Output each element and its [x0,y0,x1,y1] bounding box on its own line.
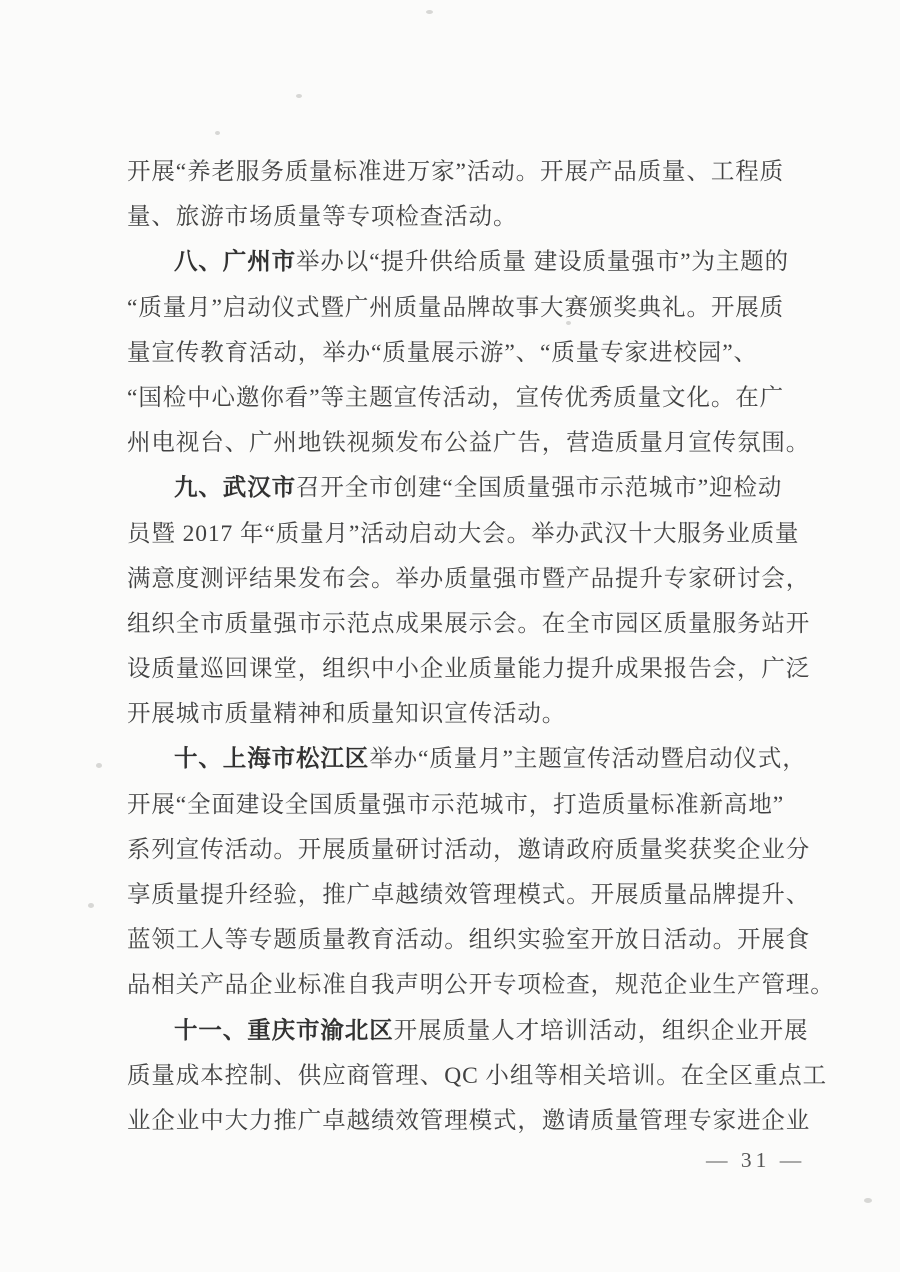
line-text: 开展“养老服务质量标准进万家”活动。开展产品质量、工程质 [127,159,785,185]
line-text: 举办“质量月”主题宣传活动暨启动仪式， [369,746,807,773]
text-line [127,828,817,873]
text-line [127,918,817,963]
text-line [127,466,817,511]
line-text: 开展质量人才培训活动，组织企业开展 [393,1017,809,1044]
line-text: 开展“全面建设全国质量强市示范城市，打造质量标准新高地” [127,791,785,818]
line-text: 州电视台、广州地铁视频发布公益广告，营造质量月宣传氛围。 [127,430,811,457]
line-text: 设质量巡回课堂，组织中小企业质量能力提升成果报告会，广泛 [127,656,811,683]
line-text: 享质量提升经验，推广卓越绩效管理模式。开展质量品牌提升、 [127,882,811,908]
text-line [127,1099,817,1144]
page-number: — 31 — [706,1148,806,1172]
line-text: “国检中心邀你看”等主题宣传活动，宣传优秀质量文化。在广 [127,384,785,411]
section-heading-wuhan: 九、武汉市 [174,475,296,502]
scan-speck [426,10,433,14]
text-line [127,421,817,466]
line-text: 组织全市质量强市示范点成果展示会。在全市园区质量服务站开 [127,610,811,637]
line-text: 开展城市质量精神和质量知识宣传活动。 [127,701,567,728]
text-line [127,1054,828,1099]
line-text: 召开全市创建“全国质量强市示范城市”迎检动 [296,475,783,502]
line-text: 量宣传教育活动，举办“质量展示游”、“质量专家进校园”、 [127,339,758,366]
text-line [127,602,817,647]
scan-speck [296,94,302,98]
line-text: 量、旅游市场质量等专项检查活动。 [127,204,518,231]
document-body [127,150,835,1144]
line-text: 员暨 2017 年“质量月”活动启动大会。举办武汉十大服务业质量 [127,520,800,547]
text-line [127,376,817,421]
text-line [127,557,817,602]
section-heading-shanghai-songjiang: 十、上海市松江区 [174,746,370,773]
line-text: 举办以“提升供给质量 建设质量强市”为主题的 [296,249,790,276]
section-heading-guangzhou: 八、广州市 [174,249,296,276]
scan-speck [566,321,571,325]
text-line [127,647,817,692]
text-line [127,195,817,240]
line-text: 质量成本控制、供应商管理、QC 小组等相关培训。在全区重点工 [127,1062,828,1089]
text-line [127,963,835,1008]
scan-speck [864,1198,872,1203]
text-line [127,737,817,782]
text-line [127,783,817,828]
line-text: 蓝领工人等专题质量教育活动。组织实验室开放日活动。开展食 [127,927,811,954]
line-text: 业企业中大力推广卓越绩效管理模式，邀请质量管理专家进企业 [127,1107,811,1134]
scan-speck [96,763,102,768]
text-line [127,512,817,557]
text-line [127,331,817,376]
text-line [127,873,817,918]
scan-speck [215,131,220,135]
text-line [127,1009,817,1054]
text-line [127,286,817,331]
line-text: 品相关产品企业标准自我声明公开专项检查，规范企业生产管理。 [127,972,835,999]
line-text: 满意度测评结果发布会。举办质量强市暨产品提升专家研讨会， [127,565,811,592]
text-line [127,150,817,195]
text-line [127,692,817,737]
scan-speck [88,903,94,908]
section-heading-chongqing-yubei: 十一、重庆市渝北区 [174,1017,394,1044]
line-text: “质量月”启动仪式暨广州质量品牌故事大赛颁奖典礼。开展质 [127,294,785,321]
text-line [127,240,817,285]
line-text: 系列宣传活动。开展质量研讨活动，邀请政府质量奖获奖企业分 [127,836,811,863]
